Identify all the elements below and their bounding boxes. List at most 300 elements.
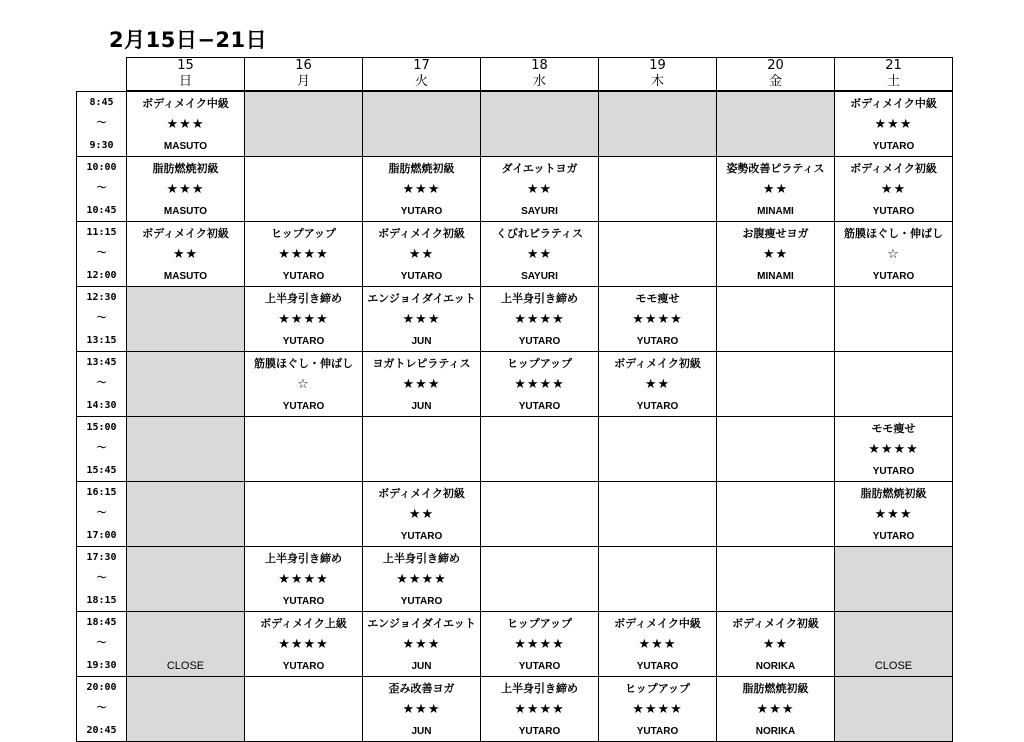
slot-row <box>77 308 953 329</box>
difficulty-stars: ★★★★ <box>632 702 683 717</box>
difficulty-stars: ★★★★ <box>632 312 683 327</box>
class-cell <box>599 568 717 589</box>
class-cell <box>481 589 599 612</box>
class-cell <box>245 524 363 547</box>
difficulty-stars: ★★ <box>762 247 789 262</box>
class-cell <box>245 568 363 589</box>
class-cell <box>363 438 481 459</box>
slot-end-time: 20:45 <box>77 719 127 742</box>
instructor-name: SAYURI <box>521 206 558 217</box>
instructor-name: YUTARO <box>400 206 443 217</box>
class-name: ボディメイク初級 <box>378 487 465 500</box>
class-cell <box>481 547 599 569</box>
class-cell <box>835 113 953 134</box>
closed-cell <box>127 352 245 374</box>
closed-cell <box>127 503 245 524</box>
slot-end-time: 9:30 <box>77 134 127 157</box>
class-name: くびれピラティス <box>495 227 584 240</box>
slot-row <box>77 157 953 179</box>
class-cell <box>481 482 599 504</box>
date-header: 19 <box>599 58 717 75</box>
class-cell <box>363 547 481 569</box>
instructor-name: YUTARO <box>872 271 915 282</box>
slot-start-time: 8:45 <box>77 91 127 113</box>
difficulty-stars: ★★★★ <box>278 247 329 262</box>
class-cell <box>481 612 599 634</box>
class-cell <box>835 524 953 547</box>
class-name: 上半身引き締め <box>265 292 342 305</box>
closed-cell <box>481 91 599 113</box>
closed-cell <box>835 612 953 634</box>
slot-row <box>77 178 953 199</box>
class-name: 脂肪燃焼初級 <box>860 487 927 500</box>
closed-cell <box>127 654 245 677</box>
instructor-name: YUTARO <box>518 401 561 412</box>
difficulty-stars: ★★ <box>526 182 553 197</box>
closed-cell <box>127 417 245 439</box>
slot-row <box>77 698 953 719</box>
slot-row <box>77 677 953 699</box>
class-cell <box>599 654 717 677</box>
difficulty-stars: ★★★★ <box>514 637 565 652</box>
closed-cell <box>127 438 245 459</box>
difficulty-stars: ★★ <box>408 507 435 522</box>
class-cell <box>481 524 599 547</box>
slot-separator: ～ <box>77 243 127 264</box>
class-cell <box>599 698 717 719</box>
closed-cell <box>363 91 481 113</box>
difficulty-stars: ★★ <box>644 377 671 392</box>
difficulty-stars: ★★ <box>762 182 789 197</box>
slot-separator: ～ <box>77 568 127 589</box>
instructor-name: YUTARO <box>518 336 561 347</box>
class-name: ボディメイク初級 <box>142 227 229 240</box>
class-cell <box>245 199 363 222</box>
slot-row <box>77 568 953 589</box>
class-cell <box>599 677 717 699</box>
instructor-name: YUTARO <box>400 596 443 607</box>
class-cell <box>717 568 835 589</box>
closed-cell <box>835 654 953 677</box>
slot-row <box>77 654 953 677</box>
class-cell <box>363 417 481 439</box>
class-cell <box>245 612 363 634</box>
class-name: 脂肪燃焼初級 <box>742 682 809 695</box>
class-cell <box>363 633 481 654</box>
difficulty-stars: ★★★★ <box>514 702 565 717</box>
slot-row <box>77 482 953 504</box>
class-cell <box>363 589 481 612</box>
slot-start-time: 18:45 <box>77 612 127 634</box>
class-cell <box>835 482 953 504</box>
closed-cell <box>599 134 717 157</box>
class-cell <box>363 329 481 352</box>
slot-separator: ～ <box>77 503 127 524</box>
class-cell <box>717 677 835 699</box>
class-cell <box>245 633 363 654</box>
class-cell <box>717 264 835 287</box>
class-name: ボディメイク上級 <box>260 617 347 630</box>
class-cell <box>481 329 599 352</box>
difficulty-stars: ★★ <box>408 247 435 262</box>
instructor-name: MINAMI <box>757 206 794 217</box>
slot-end-time: 13:15 <box>77 329 127 352</box>
instructor-name: YUTARO <box>872 141 915 152</box>
class-cell <box>363 503 481 524</box>
date-header-row <box>77 58 953 75</box>
date-header: 16 <box>245 58 363 75</box>
instructor-name: NORIKA <box>755 726 796 737</box>
closed-cell <box>363 134 481 157</box>
class-cell <box>599 157 717 179</box>
difficulty-stars: ★★ <box>172 247 199 262</box>
class-cell <box>835 134 953 157</box>
slot-row <box>77 243 953 264</box>
class-cell <box>363 394 481 417</box>
class-cell <box>245 329 363 352</box>
date-header: 20 <box>717 58 835 75</box>
slot-separator: ～ <box>77 633 127 654</box>
slot-row <box>77 719 953 742</box>
class-name: ボディメイク初級 <box>614 357 701 370</box>
class-cell <box>599 612 717 634</box>
instructor-name: YUTARO <box>872 206 915 217</box>
class-cell <box>835 243 953 264</box>
class-cell <box>481 287 599 309</box>
difficulty-stars: ★★★★ <box>396 572 447 587</box>
class-name: モモ痩せ <box>635 292 680 305</box>
class-cell <box>481 157 599 179</box>
difficulty-stars: ★★★ <box>402 312 441 327</box>
class-cell <box>599 352 717 374</box>
slot-end-time: 18:15 <box>77 589 127 612</box>
closed-cell <box>127 524 245 547</box>
difficulty-stars: ★★ <box>526 247 553 262</box>
class-cell <box>245 308 363 329</box>
instructor-name: YUTARO <box>636 661 679 672</box>
class-cell <box>599 524 717 547</box>
class-cell <box>717 612 835 634</box>
instructor-name: YUTARO <box>282 661 325 672</box>
class-name: ヒップアップ <box>507 357 572 370</box>
slot-separator: ～ <box>77 113 127 134</box>
class-cell <box>835 91 953 113</box>
date-header: 21 <box>835 58 953 75</box>
class-cell <box>245 482 363 504</box>
slot-separator: ～ <box>77 178 127 199</box>
class-cell <box>363 459 481 482</box>
closed-cell <box>127 589 245 612</box>
class-cell <box>127 199 245 222</box>
class-cell <box>717 352 835 374</box>
slot-row <box>77 394 953 417</box>
class-cell <box>363 264 481 287</box>
class-cell <box>245 438 363 459</box>
class-cell <box>481 178 599 199</box>
instructor-name: MASUTO <box>163 141 208 152</box>
instructor-name: YUTARO <box>872 531 915 542</box>
class-cell <box>717 178 835 199</box>
class-cell <box>599 222 717 244</box>
class-name: エンジョイダイエット <box>367 292 476 305</box>
class-cell <box>835 222 953 244</box>
slot-row <box>77 547 953 569</box>
slot-separator: ～ <box>77 373 127 394</box>
difficulty-stars: ★★★ <box>402 702 441 717</box>
class-cell <box>245 547 363 569</box>
class-cell <box>835 329 953 352</box>
class-cell <box>245 178 363 199</box>
class-cell <box>481 394 599 417</box>
class-cell <box>363 654 481 677</box>
closed-cell <box>481 134 599 157</box>
difficulty-stars: ★★★ <box>402 377 441 392</box>
class-cell <box>481 308 599 329</box>
class-cell <box>835 373 953 394</box>
slot-row <box>77 329 953 352</box>
instructor-name: YUTARO <box>636 336 679 347</box>
slot-start-time: 10:00 <box>77 157 127 179</box>
class-cell <box>245 287 363 309</box>
instructor-name: JUN <box>411 726 432 737</box>
close-label: CLOSE <box>166 660 205 672</box>
class-cell <box>717 547 835 569</box>
class-cell <box>127 243 245 264</box>
closed-cell <box>835 633 953 654</box>
closed-cell <box>127 394 245 417</box>
closed-cell <box>363 113 481 134</box>
closed-cell <box>835 568 953 589</box>
class-cell <box>363 612 481 634</box>
instructor-name: MASUTO <box>163 206 208 217</box>
closed-cell <box>599 91 717 113</box>
closed-cell <box>127 547 245 569</box>
class-cell <box>835 199 953 222</box>
closed-cell <box>127 459 245 482</box>
class-cell <box>599 438 717 459</box>
difficulty-stars: ★★★ <box>402 637 441 652</box>
closed-cell <box>835 719 953 742</box>
slot-start-time: 13:45 <box>77 352 127 374</box>
class-cell <box>481 503 599 524</box>
instructor-name: YUTARO <box>518 726 561 737</box>
class-cell <box>599 329 717 352</box>
class-cell <box>717 503 835 524</box>
slot-separator: ～ <box>77 308 127 329</box>
class-cell <box>717 417 835 439</box>
class-cell <box>835 352 953 374</box>
class-cell <box>717 199 835 222</box>
class-cell <box>127 222 245 244</box>
class-name: ボディメイク初級 <box>378 227 465 240</box>
closed-cell <box>127 698 245 719</box>
closed-cell <box>717 113 835 134</box>
class-cell <box>481 438 599 459</box>
difficulty-stars: ★★★ <box>166 117 205 132</box>
class-cell <box>717 157 835 179</box>
class-cell <box>245 417 363 439</box>
slot-row <box>77 264 953 287</box>
class-cell <box>127 91 245 113</box>
closed-cell <box>127 612 245 634</box>
difficulty-stars: ★★★ <box>756 702 795 717</box>
class-cell <box>363 482 481 504</box>
class-cell <box>481 698 599 719</box>
instructor-name: MINAMI <box>757 271 794 282</box>
class-cell <box>835 459 953 482</box>
class-cell <box>127 134 245 157</box>
class-cell <box>717 373 835 394</box>
class-name: 上半身引き締め <box>501 682 578 695</box>
class-name: ヒップアップ <box>271 227 336 240</box>
class-cell <box>481 352 599 374</box>
class-name: 脂肪燃焼初級 <box>152 162 219 175</box>
closed-cell <box>245 134 363 157</box>
slot-row <box>77 503 953 524</box>
class-cell <box>245 503 363 524</box>
slot-start-time: 17:30 <box>77 547 127 569</box>
class-cell <box>835 308 953 329</box>
closed-cell <box>835 547 953 569</box>
class-name: モモ痩せ <box>871 422 916 435</box>
slot-row <box>77 199 953 222</box>
closed-cell <box>481 113 599 134</box>
instructor-name: YUTARO <box>400 271 443 282</box>
difficulty-stars: ☆ <box>887 247 900 262</box>
slot-row <box>77 459 953 482</box>
difficulty-stars: ★★★ <box>402 182 441 197</box>
closed-cell <box>127 568 245 589</box>
class-cell <box>835 394 953 417</box>
slot-end-time: 17:00 <box>77 524 127 547</box>
class-cell <box>245 373 363 394</box>
class-cell <box>599 633 717 654</box>
class-cell <box>245 222 363 244</box>
class-cell <box>599 178 717 199</box>
class-cell <box>599 373 717 394</box>
class-name: ヒップアップ <box>625 682 690 695</box>
slot-start-time: 11:15 <box>77 222 127 244</box>
difficulty-stars: ★★★ <box>166 182 205 197</box>
class-cell <box>835 438 953 459</box>
class-cell <box>717 287 835 309</box>
header-corner <box>77 58 127 75</box>
slot-row <box>77 91 953 113</box>
class-name: ボディメイク初級 <box>850 162 937 175</box>
instructor-name: YUTARO <box>282 336 325 347</box>
class-name: 脂肪燃焼初級 <box>388 162 455 175</box>
class-cell <box>599 308 717 329</box>
weekday-header: 月 <box>245 74 363 91</box>
weekday-header: 日 <box>127 74 245 91</box>
slot-row <box>77 417 953 439</box>
instructor-name: YUTARO <box>518 661 561 672</box>
class-cell <box>363 568 481 589</box>
class-name: 姿勢改善ピラティス <box>726 162 825 175</box>
difficulty-stars: ★★★★ <box>868 442 919 457</box>
class-cell <box>363 719 481 742</box>
class-cell <box>245 719 363 742</box>
closed-cell <box>835 698 953 719</box>
class-cell <box>363 178 481 199</box>
class-name: ボディメイク中級 <box>142 97 229 110</box>
class-cell <box>481 633 599 654</box>
closed-cell <box>835 589 953 612</box>
class-cell <box>835 178 953 199</box>
class-cell <box>717 698 835 719</box>
class-cell <box>599 459 717 482</box>
class-name: 筋膜ほぐし・伸ばし <box>844 227 943 240</box>
closed-cell <box>127 677 245 699</box>
difficulty-stars: ★★★★ <box>278 637 329 652</box>
class-cell <box>363 308 481 329</box>
weekday-header: 木 <box>599 74 717 91</box>
class-cell <box>481 199 599 222</box>
slot-row <box>77 134 953 157</box>
slot-end-time: 10:45 <box>77 199 127 222</box>
difficulty-stars: ★★ <box>880 182 907 197</box>
slot-row <box>77 438 953 459</box>
class-cell <box>717 243 835 264</box>
difficulty-stars: ★★★ <box>638 637 677 652</box>
class-name: ボディメイク中級 <box>614 617 701 630</box>
date-header: 18 <box>481 58 599 75</box>
class-cell <box>599 719 717 742</box>
closed-cell <box>127 373 245 394</box>
class-cell <box>599 589 717 612</box>
slot-row <box>77 612 953 634</box>
class-cell <box>717 654 835 677</box>
class-name: ヨガトレピラティス <box>372 357 471 370</box>
class-cell <box>717 329 835 352</box>
instructor-name: YUTARO <box>282 401 325 412</box>
difficulty-stars: ★★★★ <box>278 572 329 587</box>
closed-cell <box>127 633 245 654</box>
class-name: 上半身引き締め <box>265 552 342 565</box>
class-cell <box>717 524 835 547</box>
class-cell <box>481 677 599 699</box>
class-cell <box>245 654 363 677</box>
class-cell <box>245 264 363 287</box>
slot-start-time: 12:30 <box>77 287 127 309</box>
weekday-header: 土 <box>835 74 953 91</box>
closed-cell <box>717 134 835 157</box>
class-cell <box>835 264 953 287</box>
difficulty-stars: ★★★ <box>874 117 913 132</box>
class-cell <box>717 222 835 244</box>
slot-end-time: 19:30 <box>77 654 127 677</box>
class-cell <box>835 287 953 309</box>
class-cell <box>599 394 717 417</box>
class-cell <box>363 157 481 179</box>
class-cell <box>363 243 481 264</box>
slot-row <box>77 113 953 134</box>
slot-start-time: 15:00 <box>77 417 127 439</box>
closed-cell <box>127 308 245 329</box>
closed-cell <box>127 719 245 742</box>
weekday-header: 水 <box>481 74 599 91</box>
class-cell <box>481 373 599 394</box>
class-cell <box>363 287 481 309</box>
class-cell <box>245 243 363 264</box>
class-cell <box>245 352 363 374</box>
instructor-name: YUTARO <box>282 271 325 282</box>
class-cell <box>717 719 835 742</box>
class-cell <box>835 503 953 524</box>
closed-cell <box>717 91 835 113</box>
class-name: ヒップアップ <box>507 617 572 630</box>
class-cell <box>717 308 835 329</box>
